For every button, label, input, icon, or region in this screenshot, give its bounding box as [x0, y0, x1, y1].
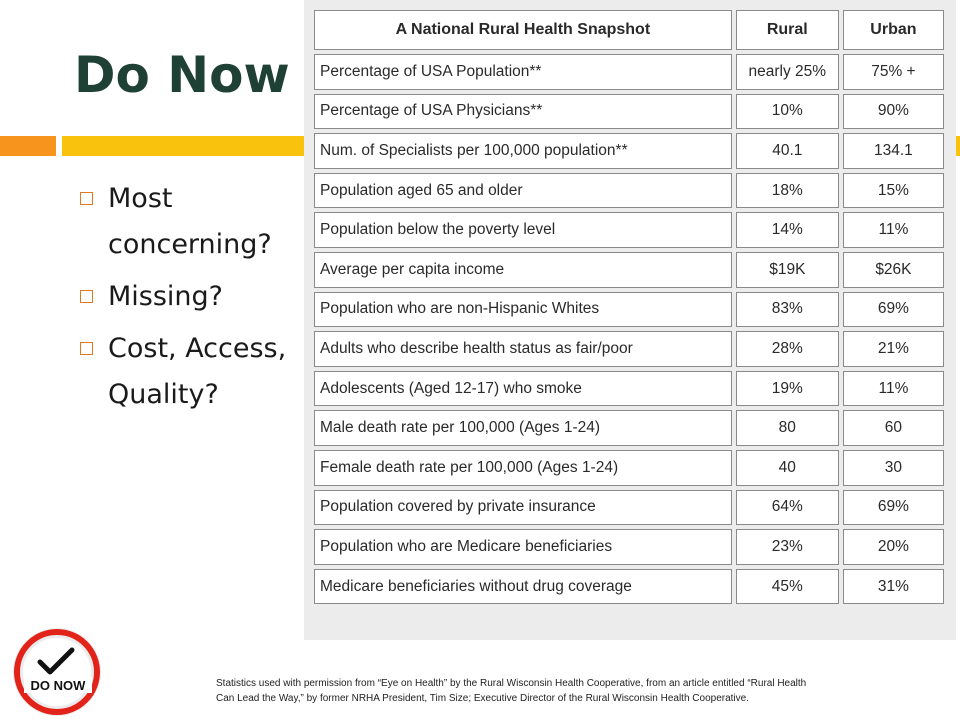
rural-value-cell: 45%	[736, 569, 839, 605]
table-row	[314, 133, 944, 169]
urban-value-cell: 75% +	[843, 54, 944, 90]
table-header-row	[314, 10, 944, 50]
urban-value-cell: 11%	[843, 212, 944, 248]
urban-value-cell: 31%	[843, 569, 944, 605]
accent-bar-yellow	[62, 136, 304, 156]
table-row	[314, 569, 944, 605]
rural-value-cell: 40.1	[736, 133, 839, 169]
logo-text: DO NOW	[30, 678, 86, 693]
rural-value-cell: 18%	[736, 173, 839, 209]
rural-value-cell: 28%	[736, 331, 839, 367]
bullet-item	[78, 176, 308, 268]
bullet-item	[78, 326, 308, 418]
table-row	[314, 331, 944, 367]
rural-health-snapshot-table	[304, 0, 956, 640]
table-row	[314, 252, 944, 288]
row-label-cell: Percentage of USA Physicians**	[314, 94, 732, 130]
urban-value-cell: 90%	[843, 94, 944, 130]
urban-value-cell: 134.1	[843, 133, 944, 169]
rural-value-cell: 40	[736, 450, 839, 486]
urban-value-cell: $26K	[843, 252, 944, 288]
table-row	[314, 410, 944, 446]
table-header-cell: Urban	[843, 10, 944, 50]
table-row	[314, 94, 944, 130]
bullet-box-icon	[80, 342, 93, 355]
bullet-box-icon	[80, 192, 93, 205]
bullet-box-icon	[80, 290, 93, 303]
bullet-item	[78, 274, 308, 320]
row-label-cell: Female death rate per 100,000 (Ages 1-24)	[314, 450, 732, 486]
table-header-cell: A National Rural Health Snapshot	[314, 10, 732, 50]
urban-value-cell: 69%	[843, 490, 944, 526]
bullet-list	[78, 176, 308, 424]
urban-value-cell: 21%	[843, 331, 944, 367]
table-header-cell: Rural	[736, 10, 839, 50]
rural-value-cell: $19K	[736, 252, 839, 288]
rural-value-cell: 14%	[736, 212, 839, 248]
row-label-cell: Population aged 65 and older	[314, 173, 732, 209]
urban-value-cell: 69%	[843, 292, 944, 328]
table-row	[314, 212, 944, 248]
accent-bar-orange	[0, 136, 56, 156]
do-now-logo-icon	[10, 622, 110, 722]
table-row	[314, 450, 944, 486]
row-label-cell: Population who are non-Hispanic Whites	[314, 292, 732, 328]
table-row	[314, 173, 944, 209]
row-label-cell: Medicare beneficiaries without drug coverage	[314, 569, 732, 605]
bullet-text: Missing?	[108, 281, 224, 312]
credit-note: Statistics used with permission from “Eye on Health” by the Rural Wisconsin Health Cooperative, from an article entitled “Rural Health Can Lead the Way,” by former NRHA President, Tim Size; Executive Director of the Rural Wisconsin Health Cooperative.	[216, 678, 807, 704]
bullet-text: Most concerning?	[108, 183, 272, 260]
urban-value-cell: 20%	[843, 529, 944, 565]
row-label-cell: Population who are Medicare beneficiaries	[314, 529, 732, 565]
row-label-cell: Adolescents (Aged 12-17) who smoke	[314, 371, 732, 407]
accent-bar-right	[956, 136, 960, 156]
table-row	[314, 54, 944, 90]
table-row	[314, 490, 944, 526]
row-label-cell: Adults who describe health status as fair/poor	[314, 331, 732, 367]
rural-value-cell: 80	[736, 410, 839, 446]
urban-value-cell: 15%	[843, 173, 944, 209]
rural-value-cell: nearly 25%	[736, 54, 839, 90]
urban-value-cell: 30	[843, 450, 944, 486]
row-label-cell: Population below the poverty level	[314, 212, 732, 248]
table-row	[314, 371, 944, 407]
urban-value-cell: 11%	[843, 371, 944, 407]
row-label-cell: Population covered by private insurance	[314, 490, 732, 526]
rural-value-cell: 10%	[736, 94, 839, 130]
rural-value-cell: 23%	[736, 529, 839, 565]
rural-value-cell: 64%	[736, 490, 839, 526]
table-row	[314, 529, 944, 565]
table-row	[314, 292, 944, 328]
row-label-cell: Average per capita income	[314, 252, 732, 288]
rural-value-cell: 19%	[736, 371, 839, 407]
rural-value-cell: 83%	[736, 292, 839, 328]
slide-title: Do Now	[74, 46, 290, 104]
row-label-cell: Male death rate per 100,000 (Ages 1-24)	[314, 410, 732, 446]
bullet-text: Cost, Access, Quality?	[108, 333, 287, 410]
urban-value-cell: 60	[843, 410, 944, 446]
row-label-cell: Percentage of USA Population**	[314, 54, 732, 90]
snapshot-table	[310, 6, 948, 608]
row-label-cell: Num. of Specialists per 100,000 population**	[314, 133, 732, 169]
